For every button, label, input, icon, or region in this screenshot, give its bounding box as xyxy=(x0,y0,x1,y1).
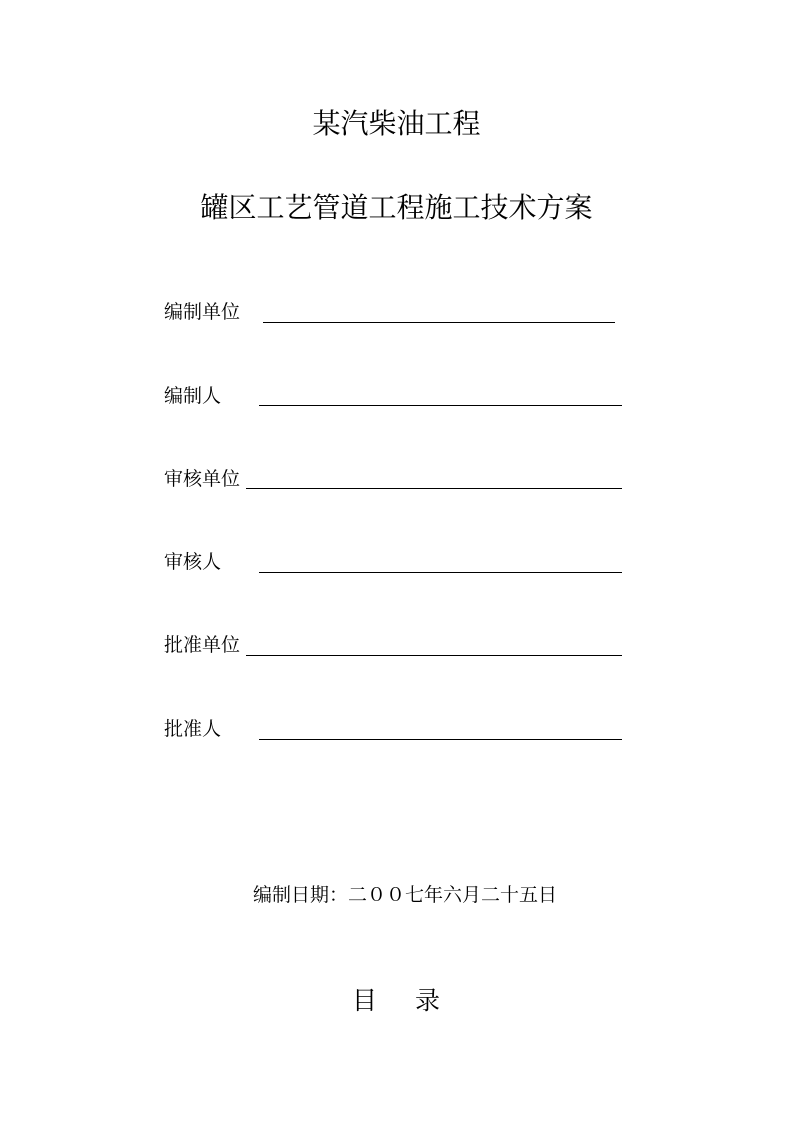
field-line-approver xyxy=(259,739,622,740)
field-label-reviewer: 审核人 xyxy=(164,551,222,573)
field-label-approval-unit: 批准单位 xyxy=(164,634,241,656)
field-label-approver: 批准人 xyxy=(164,718,222,740)
toc-heading-char-2: 录 xyxy=(415,986,441,1015)
field-label-compiling-unit: 编制单位 xyxy=(164,301,241,323)
toc-heading xyxy=(352,985,440,1017)
toc-heading-char-1: 目 xyxy=(352,986,378,1015)
field-line-reviewer xyxy=(259,572,622,573)
field-line-compiling-unit xyxy=(263,322,615,323)
field-label-compiler: 编制人 xyxy=(164,385,222,407)
compile-date: 编制日期：二００七年六月二十五日 xyxy=(253,884,558,906)
document-title: 某汽柴油工程 xyxy=(312,107,481,140)
field-line-approval-unit xyxy=(246,655,622,656)
field-line-review-unit xyxy=(246,488,622,489)
field-label-review-unit: 审核单位 xyxy=(164,468,241,490)
document-subtitle: 罐区工艺管道工程施工技术方案 xyxy=(200,191,593,224)
field-line-compiler xyxy=(259,405,622,406)
